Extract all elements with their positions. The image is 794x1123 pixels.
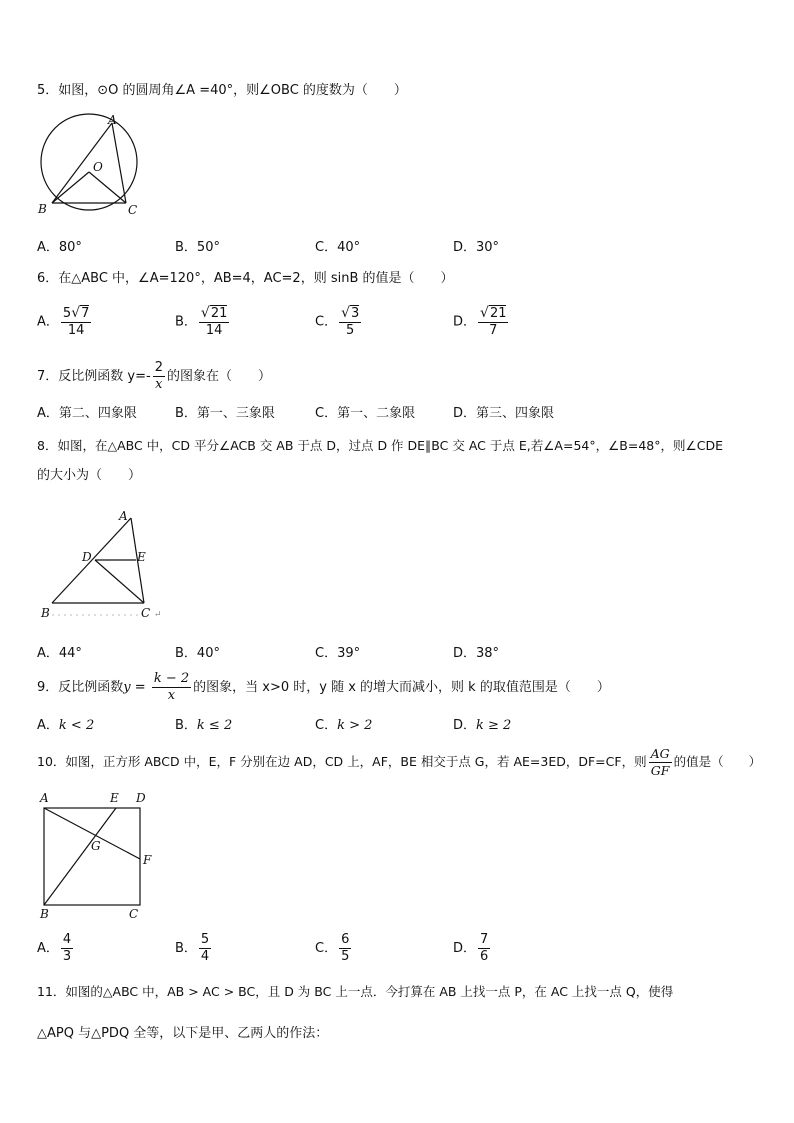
q9-option-d [453,717,511,735]
q9-option-b-letter: B． [175,718,197,733]
q10-den: GF [650,763,670,778]
q6-option-a-radicand: 7 [81,306,90,321]
q6-option-b-den: 14 [205,323,223,338]
q8-label-a: A [119,509,128,523]
q5-circle-figure [30,112,150,222]
q6-option-b-letter: B． [175,314,197,330]
q10-option-a-letter: A． [37,941,59,956]
q6-option-b-radicand: 21 [210,306,228,321]
q7-option-c: C．第一、二象限 [315,406,416,421]
q10-label-f: F [143,853,152,867]
q9-option-c-letter: C． [315,718,338,733]
q10-square-figure [34,788,164,923]
q8-option-c: C．39° [315,646,361,661]
q8-label-d: D [82,550,92,564]
q11-text-line1: 11．如图的△ABC 中，AB > AC > BC，且 D 为 BC 上一点．今打算在 AB 上找一点 P，在 AC 上找一点 Q，使得 [37,984,674,999]
q10-square [44,808,140,905]
q10-option-c [315,932,353,965]
q10-label-a: A [40,791,49,805]
q7-post: 的图象在（ ） [166,369,271,384]
q10-num: AG [650,746,670,761]
q5-option-d: D．30° [453,240,500,255]
q10-option-a [37,932,75,965]
q10-option-b [175,932,213,965]
q10-post: 的值是（ ） [673,754,762,769]
q7-num: 2 [154,360,163,375]
q10-segment-be [44,808,116,905]
q6-option-c: C． $\frac{√3}{5}$ [315,305,360,338]
q9-option-a-letter: A． [37,718,59,733]
q9-pre: 9．反比例函数 [37,680,124,695]
q9-option-b-expr: k ≤ 2 [196,718,233,733]
q8-return-mark-icon: ↵ [154,610,162,620]
q7-option-a: A．第二、四象限 [37,406,137,421]
q10-option-a-num: 4 [62,932,72,947]
q10-label-g: G [91,839,101,853]
q6-option-d-den: 7 [489,323,498,338]
q9-option-c [315,717,372,735]
q8-text-line1: 8．如图，在△ABC 中，CD 平分∠ACB 交 AB 于点 D，过点 D 作 DE∥BC 交 AC 于点 E,若∠A=54°，∠B=48°，则∠CDE [37,438,723,453]
q8-label-b: B [41,606,50,620]
q9-y: y [123,680,131,695]
q5-option-a: A．80° [37,240,82,255]
q5-label-o: O [93,160,103,174]
q7-pre: 7．反比例函数 y=- [37,369,151,384]
q6-option-d-letter: D． [453,314,477,330]
q10-label-b: B [40,907,49,921]
q10-option-d-num: 7 [480,932,489,947]
q5-segment-ab [52,123,112,203]
q10-pre: 10．如图，正方形 ABCD 中，E，F 分别在边 AD，CD 上，AF，BE 相交于点 G，若 AE=3ED，DF=CF，则 [37,754,647,769]
q5-circle [41,114,137,210]
q6-text: 6．在△ABC 中，∠A=120°，AB=4，AC=2，则 sinB 的值是（ ） [37,271,454,286]
q6-option-a-coef: 5 [62,306,72,321]
q9-option-a-expr: k < 2 [58,718,95,733]
q8-text-line2: 的大小为（ ） [37,468,142,483]
q10-option-d [453,932,492,965]
q6-option-a-den: 14 [67,323,85,338]
q10-label-e: E [110,791,119,805]
q6-option-c-letter: C． [315,314,338,330]
q10-option-c-num: 6 [341,932,350,947]
q10-option-d-den: 6 [480,949,489,964]
q6-option-c-den: 5 [346,323,355,338]
q5-option-b: B．50° [175,240,220,255]
q10-option-c-letter: C． [315,941,338,956]
q5-label-a: A [108,113,117,127]
q6-option-c-radicand: 3 [351,306,360,321]
q10-option-c-den: 5 [341,949,350,964]
q6-option-d-radicand: 21 [489,306,507,321]
q5-segment-ob [52,172,89,203]
q6-option-d: D． $\frac{√21}{7}$ [453,305,507,338]
q5-segment-ac [112,123,126,203]
q8-option-d: D．38° [453,646,500,661]
q9-den: x [167,688,176,703]
q9-option-c-expr: k > 2 [337,718,373,733]
q8-label-c: C [141,606,151,620]
q10-option-d-letter: D． [453,941,477,956]
q8-triangle-figure [36,505,171,625]
q9-post: 的图象，当 x>0 时，y 随 x 的增大而减小，则 k 的取值范围是（ ） [193,680,610,695]
q10-option-b-num: 5 [200,932,210,947]
q11-text-line2: △APQ 与△PDQ 全等，以下是甲、乙两人的作法： [37,1026,329,1041]
q9-text: 9．反比例函数y = $\frac{k - 2}{x}$ 的图象，当 x>0 时，y 随 x 的增大而减小，则 k 的取值范围是（ ） [37,671,610,703]
q7-den: x [155,377,163,392]
q7-option-b: B．第一、三象限 [175,406,275,421]
q8-option-a: A．44° [37,646,82,661]
q5-option-c: C．40° [315,240,361,255]
q5-text: 5．如图，⊙O 的圆周角∠A =40°，则∠OBC 的度数为（ ） [37,83,407,98]
q10-label-c: C [129,907,139,921]
q10-option-b-den: 4 [200,949,210,964]
q10-text [37,746,761,779]
q5-label-b: B [38,202,47,216]
q6-option-b: B． $\frac{√21}{14}$ [175,305,228,338]
q8-label-e: E [137,550,146,564]
q5-label-c: C [128,203,138,217]
q10-label-d: D [136,791,146,805]
q9-option-d-expr: k ≥ 2 [476,718,512,733]
q9-option-b [175,717,232,735]
q9-num: k − 2 [153,671,190,686]
q9-option-a [37,717,94,735]
q6-option-a: A． $\frac{5√7}{14}$ [37,305,90,338]
q8-option-b: B．40° [175,646,220,661]
q7-option-d: D．第三、四象限 [453,406,555,421]
q6-option-a-letter: A． [37,314,59,330]
q10-option-b-letter: B． [175,941,197,956]
q10-option-a-den: 3 [62,949,72,964]
q5-segment-oc [89,172,126,203]
q8-segment-cd [95,560,144,603]
q9-option-d-letter: D． [453,718,477,733]
q7-text [37,360,271,393]
